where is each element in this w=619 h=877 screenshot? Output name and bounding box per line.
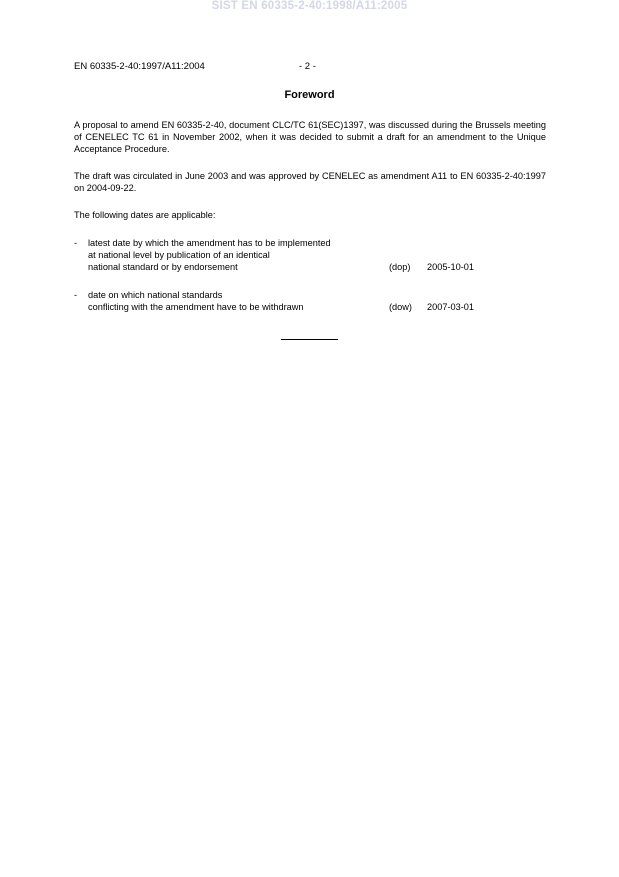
date-abbreviation: (dow): [389, 302, 412, 312]
description-line: conflicting with the amendment have to be withdrawn: [88, 302, 304, 312]
description-line: latest date by which the amendment has to be implemented: [88, 238, 331, 248]
page-number: - 2 -: [299, 61, 316, 72]
description-line: national standard or by endorsement: [88, 262, 238, 272]
paragraph-dates-intro: The following dates are applicable:: [74, 210, 216, 220]
list-bullet: -: [74, 290, 78, 300]
section-title: Foreword: [284, 89, 335, 101]
date-value: 2005-10-01: [427, 262, 474, 272]
description-line: at national level by publication of an identical: [88, 250, 270, 260]
end-rule: [281, 339, 338, 340]
paragraph-approval: The draft was circulated in June 2003 and was approved by CENELEC as amendment A11 to EN 60335-2-40:1997 on 2004-09-22.: [74, 171, 546, 193]
list-bullet: -: [74, 238, 78, 248]
watermark: SIST EN 60335-2-40:1998/A11:2005: [211, 0, 408, 12]
date-value: 2007-03-01: [427, 302, 474, 312]
running-header: [74, 61, 546, 75]
date-item-description: [88, 237, 388, 273]
date-item-description: [88, 289, 388, 313]
description-line: date on which national standards: [88, 290, 223, 300]
date-abbreviation: (dop): [389, 262, 411, 272]
document-id: EN 60335-2-40:1997/A11:2004: [74, 61, 205, 72]
paragraph-proposal: A proposal to amend EN 60335-2-40, document CLC/TC 61(SEC)1397, was discussed during the Brussels meeting of CENELEC TC 61 in November 2002, when it was decided to submit a draft for an amendment to the Unique Acceptance Procedure.: [74, 120, 546, 154]
